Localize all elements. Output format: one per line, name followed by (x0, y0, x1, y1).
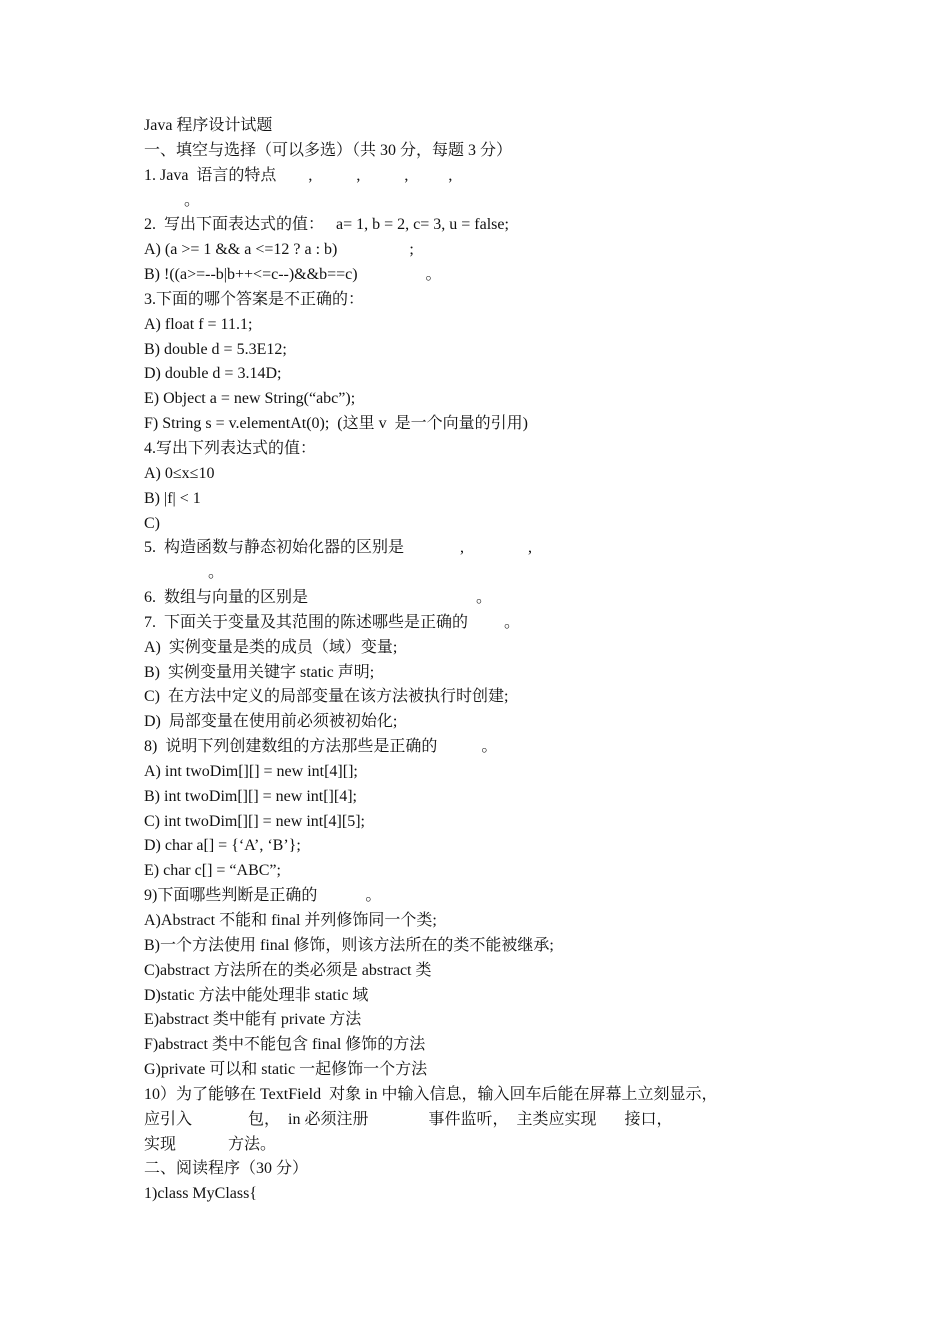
text-line: A) float f = 11.1; (144, 315, 253, 333)
text-line: D)static 方法中能处理非 static 域 (144, 986, 369, 1004)
text-line: 。 (144, 564, 225, 582)
text-line: B)一个方法使用 final 修饰，则该方法所在的类不能被继承; (144, 936, 554, 954)
text-line: 1)class MyClass{ (144, 1185, 258, 1203)
text-line: B) 实例变量用关键字 static 声明; (144, 663, 375, 681)
text-line: E)abstract 类中能有 private 方法 (144, 1011, 362, 1029)
text-line: A) 实例变量是类的成员（域）变量; (144, 638, 398, 656)
text-line: A)Abstract 不能和 final 并列修饰同一个类; (144, 912, 437, 929)
text-line: 7. 下面关于变量及其范围的陈述哪些是正确的 。 (144, 613, 521, 631)
text-line: 应引入 包， in 必须注册 事件监听， 主类应实现 接口， (144, 1110, 673, 1128)
text-line: 9)下面哪些判断是正确的 。 (144, 887, 382, 905)
text-line: B) !((a>=--b|b++<=c--)&&b==c) 。 (144, 266, 442, 284)
text-line: 2. 写出下面表达式的值： a= 1, b = 2, c= 3, u = false; (144, 216, 509, 234)
text-line: 实现 方法。 (144, 1135, 277, 1153)
text-line: B) double d = 5.3E12; (144, 340, 287, 358)
text-line: 4.写出下列表达式的值： (144, 439, 317, 457)
text-line: E) Object a = new String(“abc”); (144, 390, 356, 408)
text-line: 8) 说明下列创建数组的方法那些是正确的 。 (144, 738, 498, 756)
text-line: 3.下面的哪个答案是不正确的： (144, 290, 365, 308)
text-line: E) char c[] = “ABC”; (144, 862, 281, 880)
document-title: Java 程序设计试题 (144, 117, 273, 134)
text-line: 一、填空与选择（可以多选）（共 30 分，每题 3 分） (144, 141, 513, 159)
text-line: 二、阅读程序（30 分） (144, 1160, 309, 1178)
text-line: B) |f| < 1 (144, 489, 201, 507)
text-line: A) 0≤x≤10 (144, 464, 215, 482)
text-line: C) int twoDim[][] = new int[4][5]; (144, 812, 365, 830)
text-line: C) (144, 514, 160, 532)
text-line: 5. 构造函数与静态初始化器的区别是 , , (144, 539, 533, 557)
text-line: D) char a[] = {‘A’, ‘B’}; (144, 837, 301, 855)
text-line: C) 在方法中定义的局部变量在该方法被执行时创建; (144, 688, 509, 706)
text-line: B) int twoDim[][] = new int[][4]; (144, 787, 357, 805)
text-line: D) double d = 3.14D; (144, 365, 282, 383)
document-content (144, 114, 814, 1207)
text-line: F) String s = v.elementAt(0); (这里 v 是一个向量的引用) (144, 415, 528, 433)
text-line: 10）为了能够在 TextField 对象 in 中输入信息，输入回车后能在屏幕上立刻显示， (144, 1085, 718, 1103)
text-line: A) (a >= 1 && a <=12 ? a : b) ; (144, 241, 414, 259)
text-line: 6. 数组与向量的区别是 。 (144, 589, 493, 607)
text-line: 。 (144, 191, 201, 209)
text-line: F)abstract 类中不能包含 final 修饰的方法 (144, 1036, 426, 1054)
text-line: A) int twoDim[][] = new int[4][]; (144, 762, 358, 780)
text-line: C)abstract 方法所在的类必须是 abstract 类 (144, 961, 432, 979)
text-line: 1. Java 语言的特点 , , , , (144, 166, 453, 184)
text-line: D) 局部变量在使用前必须被初始化; (144, 713, 398, 731)
text-line: G)private 可以和 static 一起修饰一个方法 (144, 1061, 428, 1079)
